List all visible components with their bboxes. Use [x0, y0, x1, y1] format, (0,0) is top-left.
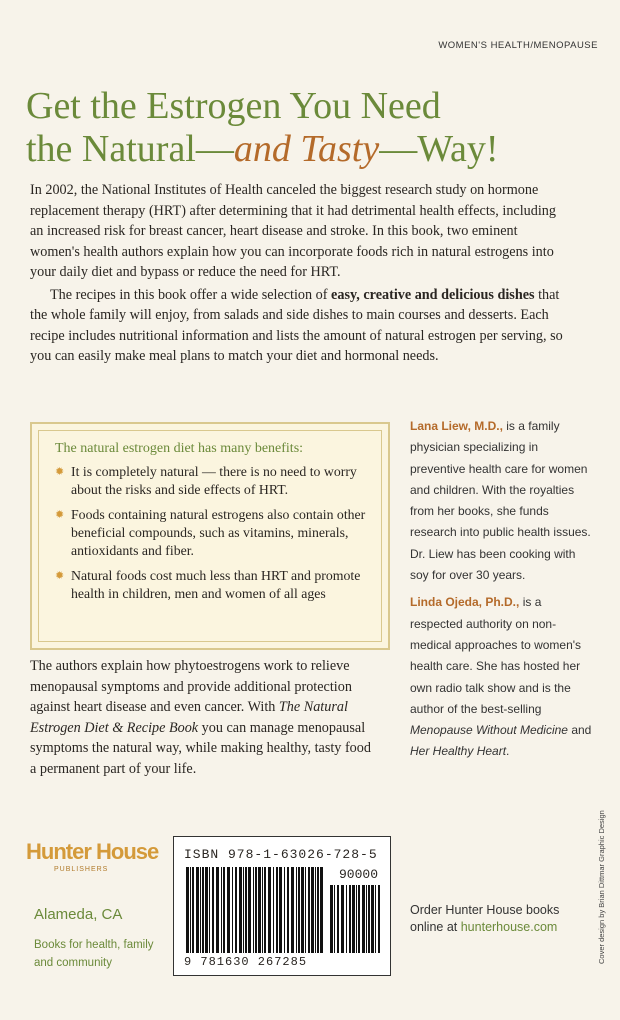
- intro-paragraph-2: [30, 285, 568, 367]
- author-bio-liew: [410, 416, 592, 586]
- author-bio-text: is a respected authority on non-medical approaches to women's health care. She has hosted her own radio talk show and is the author of the best-selling: [410, 595, 582, 716]
- ean-barcode-bars: [186, 867, 323, 953]
- order-info: [410, 902, 559, 936]
- intro-p2-bold: easy, creative and delicious dishes: [331, 286, 535, 303]
- website-link[interactable]: hunterhouse.com: [460, 920, 558, 934]
- benefit-item: [55, 506, 369, 560]
- benefit-text: Natural foods cost much less than HRT and promote health in children, men and women of all ages: [71, 568, 361, 601]
- order-line-2-text: online at: [410, 920, 461, 934]
- publisher-logo-sub: PUBLISHERS: [54, 866, 109, 873]
- book-title: Menopause Without Medicine: [410, 723, 568, 738]
- headline-dash: —: [195, 128, 234, 170]
- author-bio-text: and: [567, 723, 592, 738]
- benefit-item: [55, 567, 369, 603]
- intro-p2-end: that the whole family will enjoy, from salads and side dishes to main courses and desserts. Each recipe includes nutritional information and lists the amount of natural estrogen per serving, so you can easily make meal plans to match your diet and hormonal needs.: [30, 286, 563, 364]
- intro-copy: [30, 180, 568, 367]
- category-label: WOMEN'S HEALTH/MENOPAUSE: [438, 40, 598, 51]
- intro-p2-start: The recipes in this book offer a wide selection of: [50, 286, 332, 303]
- flower-bullet-icon: ✹: [55, 509, 65, 521]
- publisher-tagline: Books for health, family and community: [34, 939, 154, 969]
- benefit-text: Foods containing natural estrogens also contain other beneficial compounds, such as vitamins, minerals, antioxidants and fiber.: [71, 507, 366, 558]
- author-bio-ojeda: [410, 592, 592, 762]
- headline-emphasis: and Tasty: [233, 128, 380, 170]
- benefits-title: The natural estrogen diet has many benefits:: [55, 441, 304, 456]
- flower-bullet-icon: ✹: [55, 466, 65, 478]
- cover-credit: Cover design by Brian Dittmar Graphic Design: [597, 810, 606, 964]
- addon-barcode-bars: [330, 885, 380, 953]
- book-title: Her Healthy Heart: [410, 744, 507, 759]
- closing-end: you can manage menopausal symptoms the natural way, while making healthy, tasty food a permanent part of your life.: [30, 719, 371, 777]
- benefit-item: [55, 463, 369, 499]
- flower-bullet-icon: ✹: [55, 570, 65, 582]
- price-code: 90000: [338, 867, 378, 882]
- headline-line2-end: Way!: [417, 128, 499, 170]
- headline: [26, 85, 606, 171]
- publisher-logo-word: Hunter House: [26, 839, 159, 864]
- intro-paragraph-1: In 2002, the National Institutes of Health canceled the biggest research study on hormone replacement therapy (HRT) after determining that it had detrimental health effects, including an increased risk for breast cancer, heart disease and stroke. In this book, two eminent women's health authors explain how you can incorporate foods rich in natural estrogens into your daily diet and bypass or reduce the need for HRT.: [30, 182, 556, 280]
- order-line-1: Order Hunter House books: [410, 903, 560, 917]
- headline-dash: —: [379, 128, 418, 170]
- author-bios: [410, 416, 592, 769]
- headline-line1: Get the Estrogen You Need: [26, 85, 441, 127]
- barcode-box: [173, 836, 391, 976]
- publisher-city: Alameda, CA: [34, 906, 123, 923]
- author-name: Lana Liew, M.D.,: [410, 419, 503, 433]
- closing-start: The authors explain how phytoestrogens work to relieve menopausal symptoms and provide additional protection against heart disease and even cancer. With: [30, 658, 352, 715]
- benefit-text: It is completely natural — there is no need to worry about the risks and side effects of HRT.: [71, 464, 357, 497]
- headline-line2-start: the Natural: [26, 128, 196, 170]
- book-title: The Natural Estrogen Diet & Recipe Book: [30, 699, 348, 736]
- benefits-inner-frame: [38, 430, 382, 642]
- author-name: Linda Ojeda, Ph.D.,: [410, 595, 520, 610]
- ean-digits: 9 781630 267285: [184, 955, 308, 969]
- closing-copy: [30, 656, 375, 779]
- isbn-text: ISBN 978-1-63026-728-5: [184, 847, 378, 862]
- author-bio-text: is a family physician specializing in preventive health care for women and children. With the royalties from her books, she funds research into public health issues. Dr. Liew has been cooking with soy for over 30 years.: [410, 419, 591, 583]
- benefits-box: [30, 422, 390, 650]
- order-line-2: [410, 919, 559, 936]
- author-bio-text: .: [506, 744, 510, 759]
- publisher-logo: [26, 840, 158, 873]
